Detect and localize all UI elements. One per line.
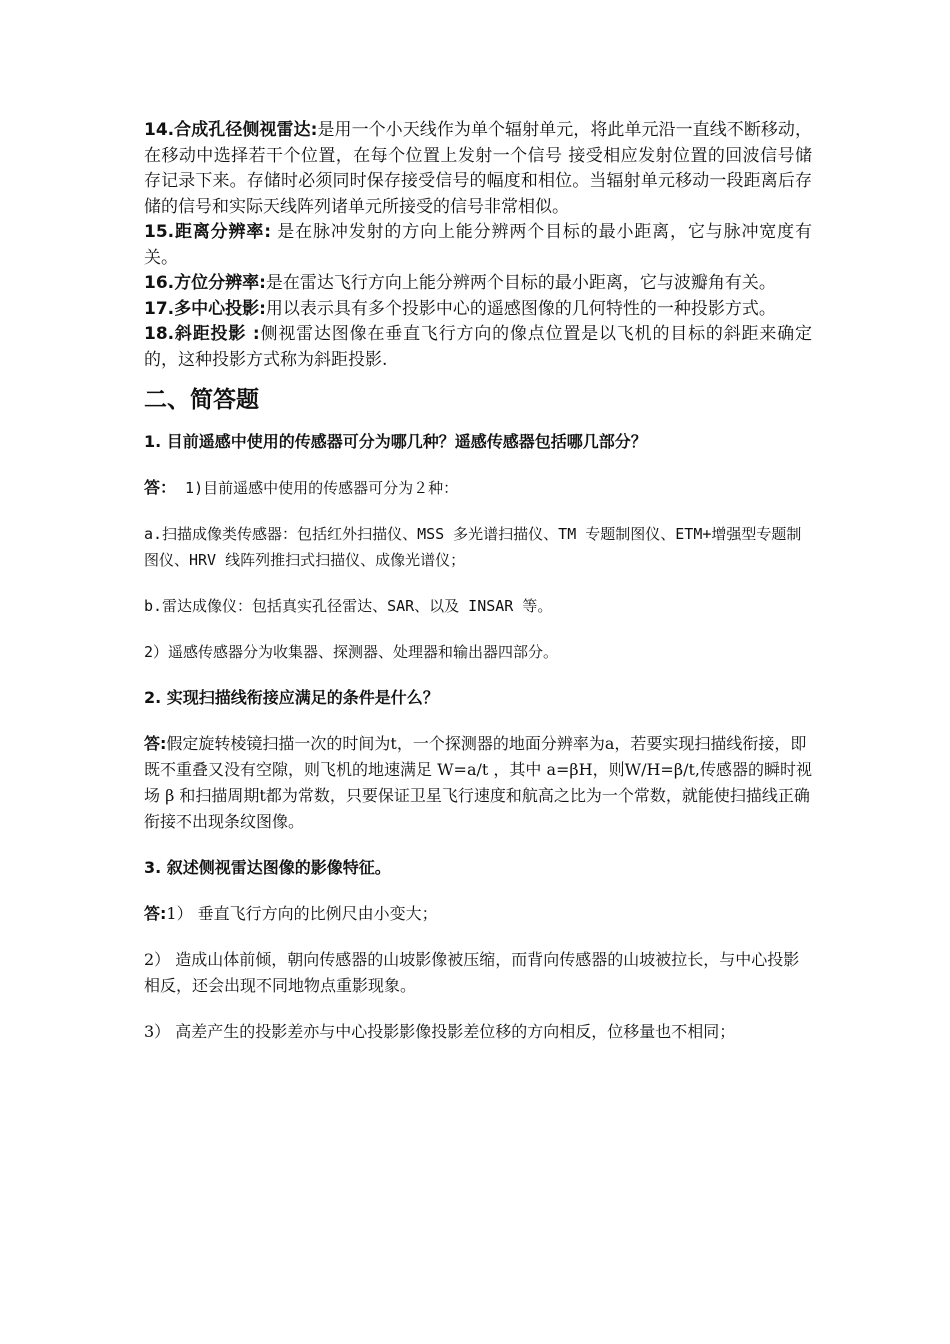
answer-3-item-1 [144, 901, 812, 927]
answer-1-item-2: 2）遥感传感器分为收集器、探测器、处理器和输出器四部分。 [144, 643, 559, 661]
definition-15 [144, 220, 812, 271]
answer-1-intro [144, 475, 812, 501]
answer-1-item-a: a.扫描成像类传感器：包括红外扫描仪、MSS 多光谱扫描仪、TM 专题制图仪、ETM+增强型专题制图仪、HRV 线阵列推扫式扫描仪、成像光谱仪； [144, 525, 802, 569]
definition-18 [144, 322, 812, 373]
question-3: 3. 叙述侧视雷达图像的影像特征。 [144, 858, 391, 877]
definition-14 [144, 118, 812, 220]
definition-text: 侧视雷达图像在垂直飞行方向的像点位置是以飞机的目标的斜距来确定的，这种投影方式称为斜距投影. [144, 324, 812, 370]
question-2: 2. 实现扫描线衔接应满足的条件是什么？ [144, 688, 439, 707]
definition-text: 是在脉冲发射的方向上能分辨两个目标的最小距离，它与脉冲宽度有关。 [144, 222, 812, 268]
section-title: 二、简答题 [144, 387, 259, 413]
answer-label: 答： [144, 478, 177, 497]
definition-term: 14.合成孔径侧视雷达: [144, 120, 318, 140]
document-page [144, 118, 812, 1045]
answer-3-item-3: 3） 高差产生的投影差亦与中心投影影像投影差位移的方向相反，位移量也不相同； [144, 1022, 736, 1041]
definition-17 [144, 297, 812, 323]
answer-label: 答: [144, 904, 167, 923]
answer-text: 假定旋转棱镜扫描一次的时间为t，一个探测器的地面分辨率为a，若要实现扫描线衔接，即既不重叠又没有空隙，则飞机的地速满足 W=a/t ，其中 a=βH，则W/H=β/t,传感器的瞬时视场 β 和扫描周期t都为常数，只要保证卫星飞行速度和航高之比为一个常数，就能使扫描线正确衔接不出现条纹图像。 [144, 734, 812, 831]
definition-term: 16.方位分辨率: [144, 273, 266, 293]
definition-text: 是在雷达飞行方向上能分辨两个目标的最小距离，它与波瓣角有关。 [265, 273, 776, 293]
answer-3-item-2: 2） 造成山体前倾，朝向传感器的山坡影像被压缩，而背向传感器的山坡被拉长，与中心投影相反，还会出现不同地物点重影现象。 [144, 950, 800, 995]
definition-term: 15.距离分辨率: [144, 222, 272, 242]
answer-text: 1） 垂直飞行方向的比例尺由小变大； [166, 904, 438, 923]
answer-2 [144, 731, 812, 835]
question-1: 1. 目前遥感中使用的传感器可分为哪几种？遥感传感器包括哪几部分？ [144, 432, 647, 451]
answer-text: 1)目前遥感中使用的传感器可分为２种： [176, 479, 459, 497]
answer-label: 答: [144, 734, 167, 753]
definition-term: 18.斜距投影 : [144, 324, 260, 344]
answer-1-item-b: b.雷达成像仪：包括真实孔径雷达、SAR、以及 INSAR 等。 [144, 597, 553, 615]
definition-text: 是用一个小天线作为单个辐射单元，将此单元沿一直线不断移动， 在移动中选择若干个位置，在每个位置上发射一个信号 接受相应发射位置的回波信号储存记录下来。存储时必须同时保存接受信号的幅度和相位。当辐射单元移动一段距离后存储的信号和实际天线阵列诸单元所接受的信号非常相似。 [144, 120, 812, 217]
definition-16 [144, 271, 812, 297]
definition-term: 17.多中心投影: [144, 298, 266, 319]
definition-text: 用以表示具有多个投影中心的遥感图像的几何特性的一种投影方式。 [265, 298, 776, 319]
